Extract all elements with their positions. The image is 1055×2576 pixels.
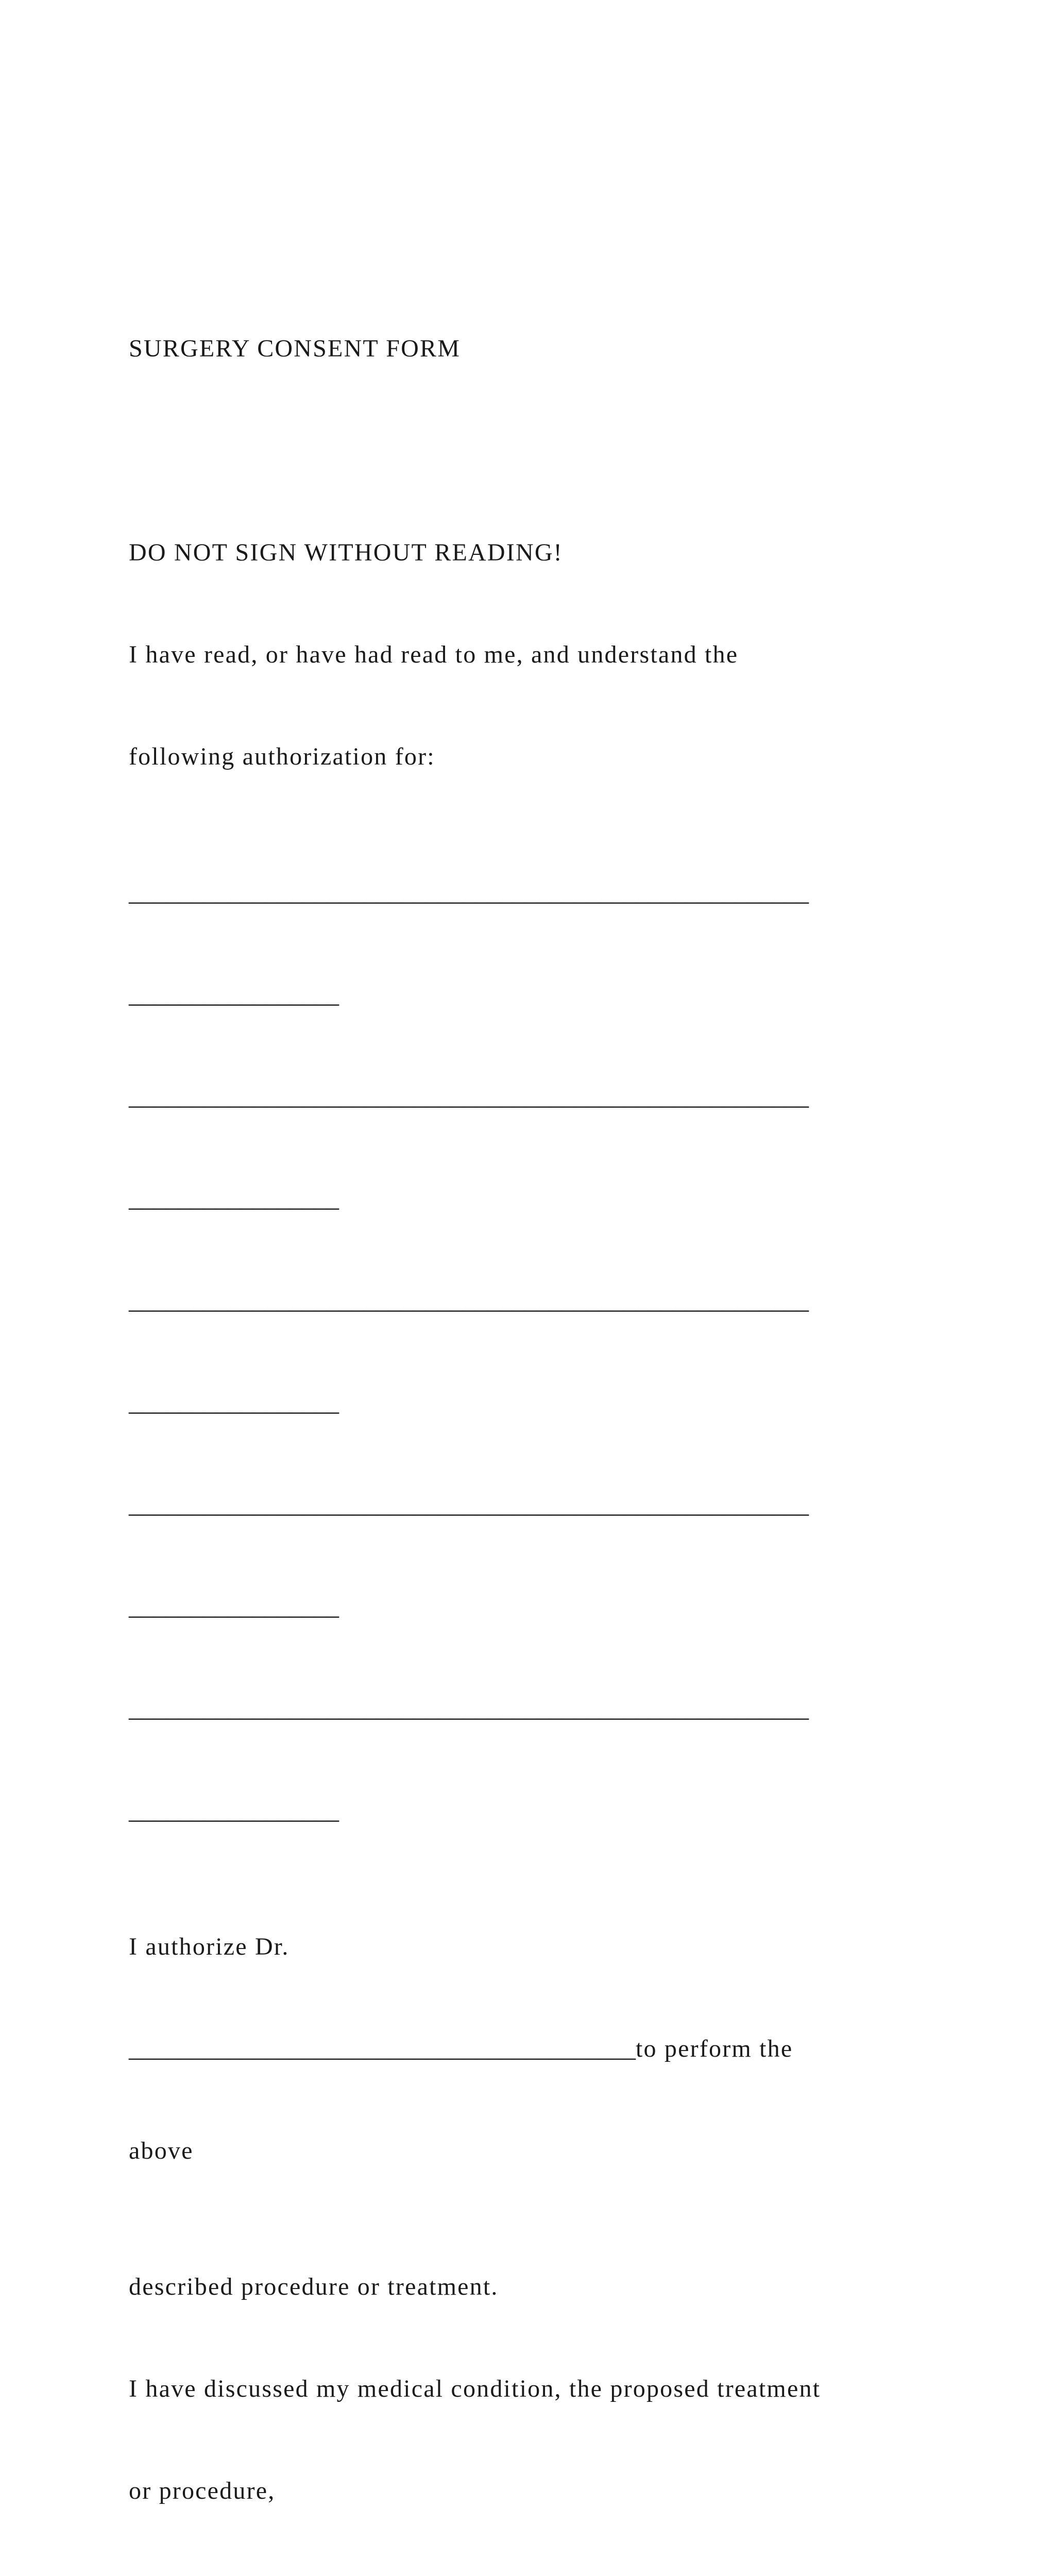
- blank-rule-5-short: _________________: [129, 1797, 339, 1824]
- spacer: [129, 434, 1005, 468]
- blank-rule-1-long: _______________________________________________________: [129, 879, 809, 906]
- blank-rule-5-long: _______________________________________________________: [129, 1695, 809, 1722]
- authorize-blank-line: [129, 2032, 1005, 2066]
- blank-rule-4-short: _________________: [129, 1593, 339, 1620]
- blank-rule-2-long: _______________________________________________________: [129, 1083, 809, 1110]
- intro-line-2: following authorization for:: [129, 743, 435, 770]
- blank-rule-1-short: _________________: [129, 981, 339, 1008]
- authorize-line: I authorize Dr.: [129, 1933, 290, 1960]
- blank-rule-2-short: _________________: [129, 1185, 339, 1212]
- warning-line: DO NOT SIGN WITHOUT READING!: [129, 539, 563, 566]
- body-line-1: described procedure or treatment.: [129, 2273, 499, 2300]
- form-title: SURGERY CONSENT FORM: [129, 335, 461, 362]
- intro-line-1: I have read, or have had read to me, and understand the: [129, 641, 739, 668]
- blank-rule-4-long: _______________________________________________________: [129, 1491, 809, 1518]
- blank-rule-3-short: _________________: [129, 1389, 339, 1416]
- authorize-line-3: above: [129, 2137, 194, 2164]
- blank-rule-3-long: _______________________________________________________: [129, 1287, 809, 1314]
- consent-form-text: [129, 264, 1005, 2576]
- body-line-2: I have discussed my medical condition, the proposed treatment: [129, 2375, 821, 2402]
- physician-name-blank: _________________________________________: [129, 2035, 636, 2062]
- body-line-3: or procedure,: [129, 2477, 276, 2504]
- authorize-continuation: to perform the: [636, 2035, 793, 2062]
